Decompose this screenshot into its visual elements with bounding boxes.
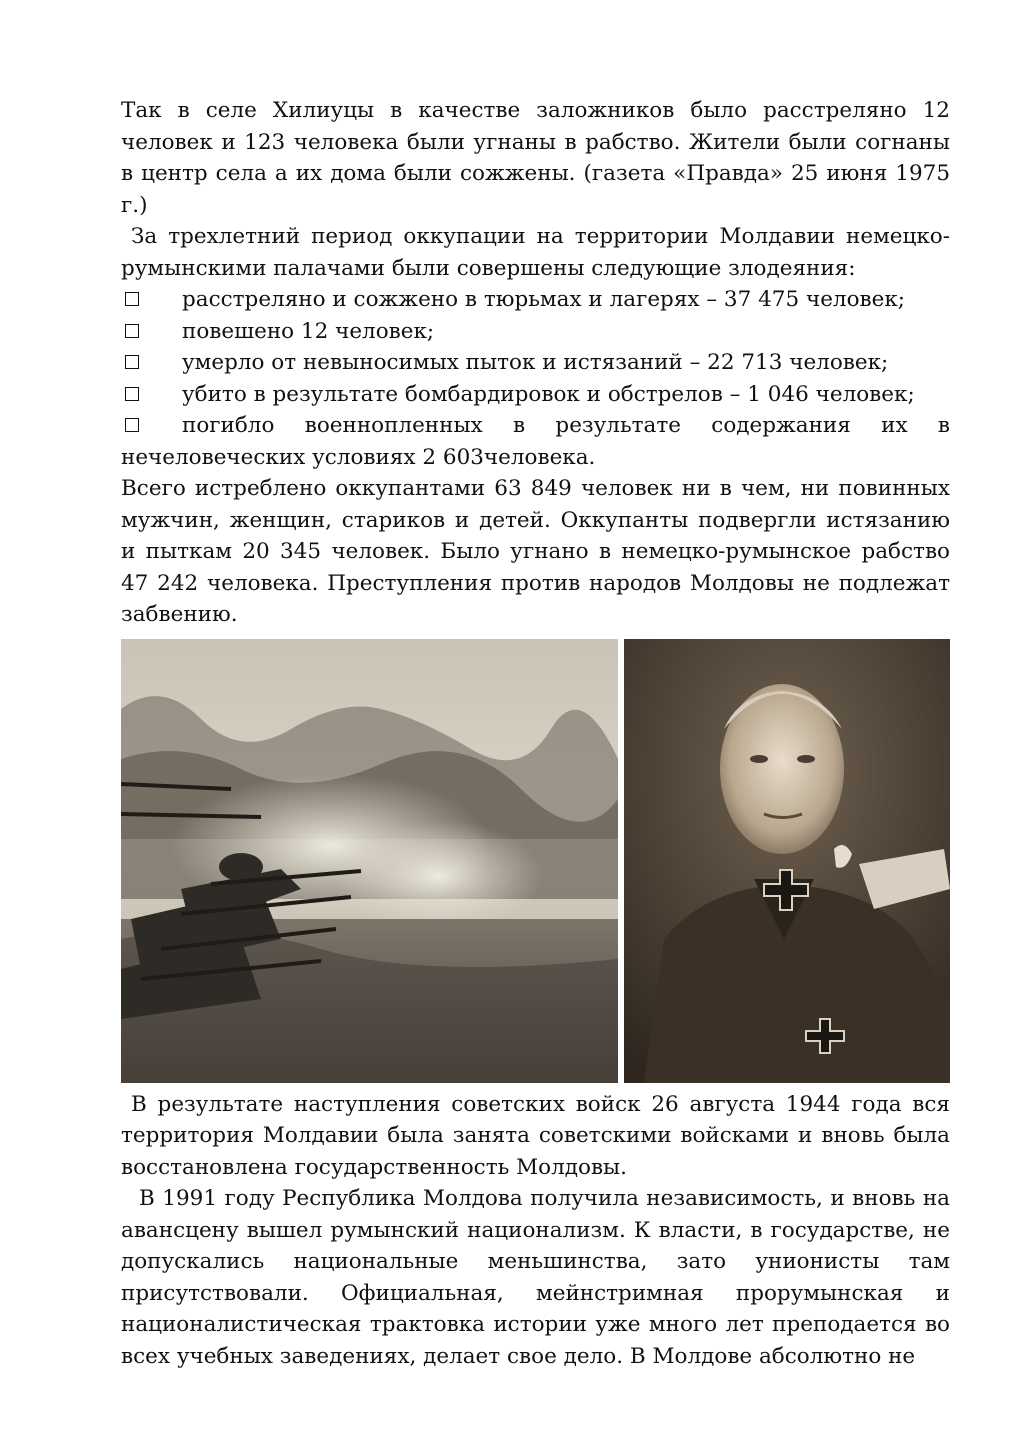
list-item-text: погибло военнопленных в результате содержания их в нечеловеческих условиях 2 603человека. [121, 413, 950, 470]
list-item [121, 316, 950, 348]
list-item-text: повешено 12 человек; [182, 318, 435, 344]
checkbox-icon [125, 324, 139, 338]
firing-squad-photo [121, 639, 618, 1083]
list-item [121, 284, 950, 316]
list-item-text: расстреляно и сожжено в тюрьмах и лагерях – 37 475 человек; [182, 287, 906, 312]
paragraph-liberation: В результате наступления советских войск 26 августа 1944 года вся территория Молдавии была занята советскими войсками и вновь была восстановлена государственность Молдовы. [121, 1091, 950, 1180]
photo-row [121, 639, 950, 1083]
list-item [121, 379, 950, 411]
checkbox-icon [125, 292, 139, 306]
checkbox-icon [125, 387, 139, 401]
officer-portrait-image [624, 639, 950, 1083]
paragraph-occupation-intro: За трехлетний период оккупации на территории Молдавии немецко-румынскими палачами были совершены следующие злодеяния: [121, 224, 950, 281]
document-page [121, 95, 950, 1372]
checkbox-icon [125, 355, 139, 369]
paragraph-independence: В 1991 году Республика Молдова получила независимость, и вновь на авансцену вышел румынский национализм. К власти, в государстве, не допускались национальные меньшинства, зато унионисты там присутствовали. Официальная, мейнстримная прорумынская и националистическая трактовка истории уже много лет преподается во всех учебных заведениях, делает свое дело. В Молдове абсолютно не [121, 1186, 950, 1369]
atrocities-list [121, 284, 950, 473]
list-item-text: умерло от невыносимых пыток и истязаний – 22 713 человек; [182, 350, 889, 375]
list-item-text: убито в результате бомбардировок и обстрелов – 1 046 человек; [182, 381, 915, 407]
paragraph-totals: Всего истреблено оккупантами 63 849 человек ни в чем, ни повинных мужчин, женщин, стариков и детей. Оккупанты подвергли истязанию и пыткам 20 345 человек. Было угнано в немецко-румынское рабство 47 242 человека. Преступления против народов Молдовы не подлежат забвению. [121, 476, 950, 627]
firing-squad-image [121, 639, 618, 1083]
paragraph-hostages: Так в селе Хилиуцы в качестве заложников было расстреляно 12 человек и 123 человека были угнаны в рабство. Жители были согнаны в центр села а их дома были сожжены. (газета «Правда» 25 июня 1975 г.) [121, 98, 950, 218]
list-item [121, 347, 950, 379]
checkbox-icon [125, 418, 139, 432]
list-item [121, 410, 950, 473]
officer-portrait-photo [624, 639, 950, 1083]
